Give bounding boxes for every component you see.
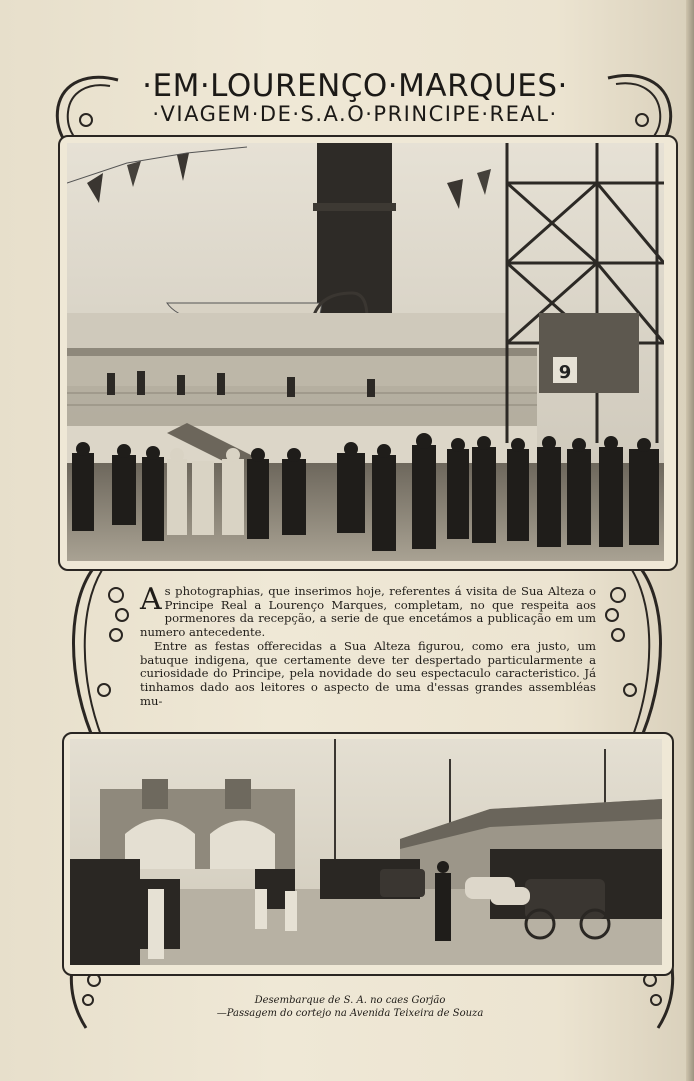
dock-sign-number: 9 [558, 362, 572, 383]
caption-line-1: Desembarque de S. A. no caes Gorjão [254, 995, 446, 1006]
left-middle-ornament [56, 560, 136, 750]
photo-procession-avenue [70, 739, 662, 965]
article-paragraph-1 [140, 582, 596, 640]
dropcap-letter: A [140, 582, 162, 617]
page-spine [686, 0, 694, 1081]
article-paragraph-2: Entre as festas offerecidas a Sua Alteza figurou, como era justo, um batuque indigena, que certamente deve ter despertado particularmente a curiosidade do Principe, pela novidade do seu espectaculo caracteristico. Já tinhamos dado aos leitores o aspecto de uma d'essas grandes assembléas mu- [140, 638, 596, 708]
article-text [140, 582, 596, 708]
article-paragraph-1-text: s photographias, que inserimos hoje, referentes á visita de Sua Alteza o Principe Real a Lourenço Marques, completam, no que respeita aos pormenores da recepção, a serie de que encetámos a publicação em um numero antecedente. [140, 584, 596, 640]
page-subtitle: ·VIAGEM·DE·S.A.O·PRINCIPE·REAL· [152, 102, 558, 126]
photo-caption [140, 994, 560, 1020]
right-middle-ornament [598, 560, 678, 750]
caption-line-2: —Passagem do cortejo na Avenida Teixeira de Souza [216, 1008, 484, 1019]
photo-ship-disembarkation [67, 143, 664, 561]
page-title: ·EM·LOURENÇO·MARQUES· [142, 68, 568, 104]
